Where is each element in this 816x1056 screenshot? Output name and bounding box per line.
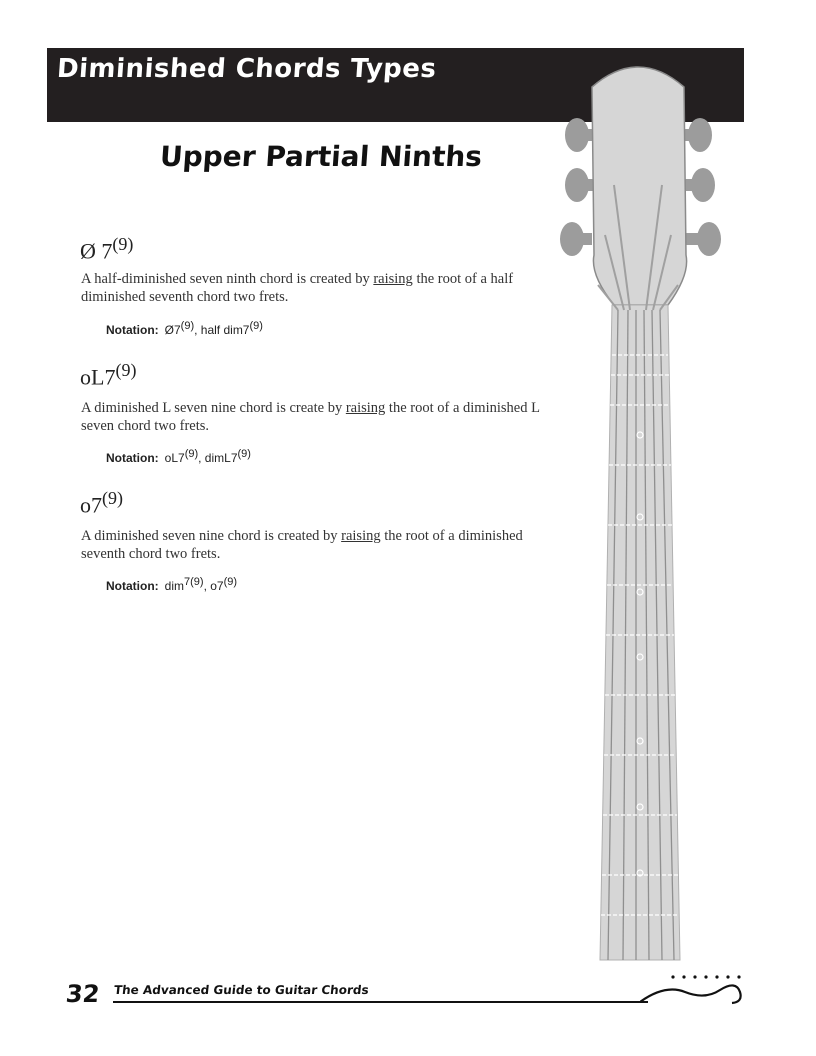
chord-heading-half-dim-7-9: [80, 234, 133, 264]
notation-value: , dimL7: [198, 451, 238, 465]
page-number: 32: [64, 980, 101, 1008]
chord-symbol: o7: [80, 492, 102, 518]
notation-line: [106, 576, 237, 593]
chord-symbol: Ø 7: [80, 238, 113, 264]
chord-symbol-superscript: (9): [112, 234, 134, 254]
notation-superscript: (9): [237, 448, 251, 460]
description-emphasis: raising: [341, 528, 381, 544]
chord-symbol: oL7: [80, 364, 116, 390]
notation-value: oL7: [164, 451, 185, 465]
chord-description: [81, 399, 541, 435]
chord-symbol-superscript: (9): [102, 488, 123, 508]
guitar-neck-illustration: [550, 55, 750, 965]
notation-label: Notation:: [106, 579, 159, 593]
notation-superscript: 7(9): [184, 576, 204, 588]
description-text: A diminished seven nine chord is created by: [81, 528, 342, 544]
notation-value: , o7: [203, 579, 224, 593]
notation-superscript: (9): [180, 320, 195, 332]
notation-label: Notation:: [106, 323, 159, 337]
notation-superscript: (9): [184, 448, 199, 460]
chord-symbol-superscript: (9): [115, 360, 137, 380]
description-text: the root of a half diminished seventh chord two frets.: [81, 271, 514, 305]
description-text: A half-diminished seven ninth chord is created by: [81, 271, 374, 287]
notation-value: dim: [164, 579, 184, 593]
notation-line: [106, 448, 251, 465]
footer-guitar-cord-decoration: [640, 970, 750, 1010]
description-text: the root of a diminished L seven chord two frets.: [81, 400, 540, 434]
footer-rule: [113, 1001, 648, 1003]
notation-superscript: (9): [249, 320, 263, 332]
chapter-title: Diminished Chords Types: [55, 54, 438, 84]
chord-heading-dim-7-9: [80, 488, 123, 518]
notation-label: Notation:: [106, 451, 159, 465]
description-text: A diminished L seven nine chord is create by: [81, 400, 346, 416]
book-title: The Advanced Guide to Guitar Chords: [113, 983, 370, 997]
notation-value: , half dim7: [194, 323, 250, 337]
chord-description: [81, 270, 541, 306]
description-emphasis: raising: [345, 400, 386, 416]
chord-description: [81, 527, 541, 563]
description-text: the root of a diminished seventh chord two frets.: [81, 528, 523, 562]
notation-superscript: (9): [223, 576, 238, 588]
description-emphasis: raising: [373, 271, 413, 287]
section-title: Upper Partial Ninths: [158, 140, 484, 173]
notation-value: Ø7: [164, 323, 181, 337]
notation-line: [106, 320, 263, 337]
chord-heading-dim-l7-9: [80, 360, 136, 390]
